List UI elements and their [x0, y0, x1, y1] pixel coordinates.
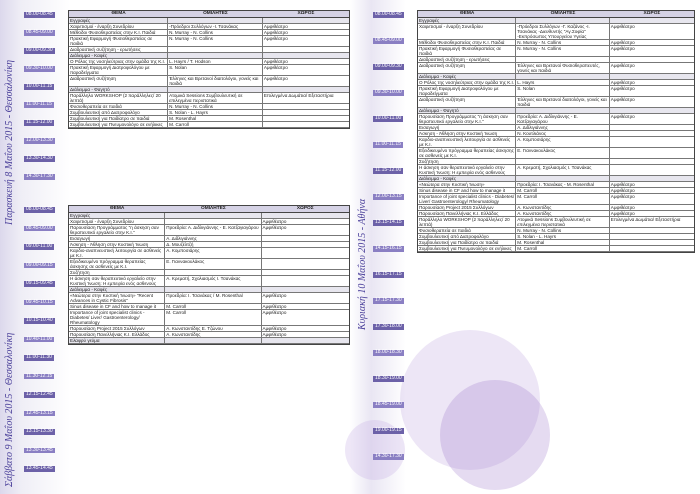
table-row — [69, 65, 349, 76]
table-row — [418, 194, 694, 205]
session-speakers: M. Rosenthal — [168, 116, 263, 121]
session-title: Συζήτηση — [418, 159, 516, 164]
session-speakers — [516, 18, 610, 23]
session-venue — [262, 213, 350, 218]
table-row — [69, 93, 349, 104]
table-row — [418, 137, 694, 148]
session-venue — [610, 165, 694, 175]
session-title: Importance of joint specialist clinics - Diabetes/ Liver/ Gastroenterology/ Rheumatology — [419, 193, 515, 204]
session-title: Εισαγωγή — [69, 236, 165, 241]
table-row — [69, 293, 349, 304]
session-venue — [263, 53, 349, 58]
session-venue — [263, 87, 349, 92]
time-slot: 14.15-16.15 — [375, 245, 402, 251]
session-speakers: N. Murray - N. Collins — [516, 46, 610, 56]
session-title: Διάλειμμα - Καφές — [418, 176, 516, 181]
session-venue: Επιλεγμένα Δωμάτια/ Εξεταστήρια — [610, 216, 681, 222]
table-row — [69, 338, 349, 344]
session-venue — [610, 228, 694, 233]
time-slot: 17.15-17.30 — [375, 297, 402, 303]
session-venue — [262, 248, 350, 258]
session-title: Παρουσίαση Project 2015 Συλλόγων — [418, 205, 516, 210]
session-speakers: Α. Διδλιγιάννης — [516, 125, 610, 130]
session-title: Διαδραστική συζήτηση - ερωτήσεις — [418, 57, 516, 62]
session-title: Importance of joint specialist clinics - Diabetes/ Liver/ Gastroenterology/ Rheumatology — [69, 310, 165, 325]
session-venue: Αμφιθέατρο — [610, 62, 635, 68]
session-speakers: N. Murray - N. Collins — [168, 104, 263, 109]
table-row — [418, 165, 694, 176]
table-row — [418, 63, 694, 74]
session-title: Διάλειμμα - Φαγητό — [69, 87, 168, 92]
time-slot: 10.40-11.00 — [26, 335, 53, 342]
session-venue: Αμφιθέατρο — [610, 23, 635, 29]
session-speakers — [516, 74, 610, 79]
session-speakers: -Πρόεδροι Συλλόγων -Γ. Καζάνος -Ι. Τσανάκας -Διευθυντής "Αγ.Σοφία" -Εκπρόσωπος Υπουργείου Υγείας — [516, 24, 610, 39]
time-slot: 11.00-11.15 — [375, 141, 401, 147]
session-title: Διαδραστική συζήτηση — [69, 76, 168, 86]
session-title: Συμβουλευτική από Διατροφολόγο — [418, 234, 516, 239]
time-slot: 13.30-14.30 — [26, 155, 53, 161]
session-venue — [262, 242, 350, 247]
session-venue: Αμφιθέατρο — [263, 35, 288, 41]
table-header — [69, 11, 349, 18]
session-title: Συζήτηση — [69, 270, 165, 275]
session-speakers: Δ. Μουζέλτζή — [165, 242, 261, 247]
session-venue: Αμφιθέατρο — [610, 96, 635, 102]
session-title: Ο Ρόλος της νοσηλεύτριας στην ομάδα της Κ.Ι. — [69, 59, 168, 64]
time-slot: 10.00-11.15 — [26, 83, 53, 89]
session-venue — [610, 74, 694, 79]
session-venue: Επιλεγμένα Δωμάτια/ Εξεταστήρια — [263, 92, 334, 98]
session-speakers: Α. Κομποσιάρης — [516, 137, 610, 147]
header-speakers: ΟΜΙΛΗΤΕΣ — [203, 11, 228, 16]
session-venue: Αμφιθέατρο — [610, 79, 635, 85]
time-slot: 11.15-12.00 — [375, 167, 402, 173]
table-row — [418, 114, 694, 125]
session-venue — [263, 110, 349, 115]
session-venue: Αμφιθέατρο — [610, 204, 635, 210]
session-venue — [610, 246, 694, 251]
session-title: Μέθοδοι Φυσιοθεραπείας στην Κ.Ι. Παιδιά — [418, 40, 516, 45]
session-title: Φυσιοθεραπεία σε παιδιά — [418, 228, 516, 233]
time-slot: 11.30-12.15 — [26, 372, 53, 379]
session-speakers: M. Carroll — [516, 246, 610, 251]
session-venue: Αμφιθέατρο — [262, 303, 287, 309]
time-slot: 08.45-09.00 — [26, 224, 53, 231]
session-speakers: Έλληνες και Βρετανοί διαιτολόγοι, γονείς και παιδιά — [168, 76, 263, 86]
time-slot: 17.30-18.00 — [375, 323, 402, 329]
session-title: Χαιρετισμοί - έναρξη Συνεδρίου — [69, 219, 165, 224]
session-venue: Αμφιθέατρο — [610, 181, 635, 187]
session-title: Sinus disease in CF and how to manage it — [418, 188, 516, 193]
table-row — [418, 97, 694, 108]
time-slot: 09.15-09.45 — [26, 280, 53, 286]
session-title: Συμβουλευτική για Παιδίατρο σε παιδιά — [69, 116, 168, 121]
time-slot: 09.00-11.00 — [26, 243, 53, 249]
session-venue: Αμφιθέατρο — [263, 29, 288, 35]
time-slot: 11.00-11.15 — [26, 101, 52, 107]
session-title: Παρουσίαση Πανελλήνιας Κ.Ι. Ελλάδος — [69, 332, 165, 337]
session-venue — [263, 47, 349, 52]
session-speakers: Α. Κρεματή, Σχολιασμός Ι. Τσανάκας — [165, 276, 261, 286]
session-speakers — [165, 219, 261, 224]
session-speakers: L. Hayrs / T. Hodson — [168, 59, 263, 64]
session-venue — [262, 287, 350, 292]
table-header — [418, 11, 694, 18]
session-speakers: Α. Κωνσταντίδης Ε. Τζώνου — [165, 326, 261, 331]
session-title: Εγγραφές — [69, 213, 165, 218]
session-title: Φυσιοθεραπεία σε παιδιά — [69, 104, 168, 109]
session-speakers: S. Nolan — [516, 86, 610, 96]
time-slot: 13.30-13.45 — [26, 446, 53, 453]
session-title: Παρουσίαση Προγράμματος "η άσκηση σαν θεραπευτικό εργαλείο στην Κ.Ι." — [69, 225, 165, 235]
time-slot: 11.15-12.00 — [26, 119, 53, 125]
session-venue — [262, 270, 350, 275]
session-title: Η άσκηση σαν θεραπευτικό εργαλείο στην Κυστική Ίνωση: Η εμπειρία ενός ασθενούς — [418, 165, 516, 175]
session-speakers: N. Murray - N. Collins — [168, 30, 263, 35]
session-title: Συμβουλευτική για Πνευμονολόγο σε ενήλικες — [418, 246, 516, 251]
session-venue: Αμφιθέατρο — [262, 218, 287, 224]
time-slot: 11.00-11.30 — [26, 354, 52, 360]
time-slot: 09.00-09.15 — [26, 261, 53, 268]
session-title: «Νεώτερα στην Κυστική Ίνωση» — [418, 182, 516, 187]
table-row — [418, 246, 694, 252]
session-venue — [610, 148, 694, 158]
time-slot: 08.45-09.00 — [375, 37, 402, 43]
session-speakers: Ατομικά Sessions Συμβουλευτική σε επιλεγμένα περιστατικά — [168, 93, 263, 103]
session-speakers: Ε. Γιαννακουλάκος — [165, 259, 261, 269]
session-venue — [610, 234, 694, 239]
header-speakers: ΟΜΙΛΗΤΕΣ — [201, 206, 226, 211]
session-speakers: M. Rosenthal — [516, 240, 610, 245]
session-speakers: Α. Διδλιγιάννης — [165, 236, 261, 241]
session-title: Συμβουλευτική για Παιδίατρο σε παιδιά — [418, 240, 516, 245]
session-title: Συμβουλευτική για Πνευμονολόγο σε ενήλικες — [69, 122, 168, 127]
time-slot: 08.45-09.00 — [26, 29, 53, 35]
session-speakers: M. Carroll — [165, 310, 261, 325]
header-venue: ΧΩΡΟΣ — [297, 11, 315, 16]
session-title: Καρδιο-αναπνευστική λειτουργία σε ασθενείς με Κ.Ι. — [418, 137, 516, 147]
session-speakers — [168, 87, 263, 92]
session-title: Εγγραφές — [69, 18, 168, 23]
session-venue — [263, 122, 349, 127]
session-speakers: Προεδρία: Ι. Τσανάκας - M. Rosenthal — [516, 182, 610, 187]
session-title: Διαδραστική συζήτηση — [418, 63, 516, 73]
session-title: Εξειδικευμένο πρόγραμμα θεραπείας άσκησης σε ασθενείς με Κ.Ι. — [418, 148, 516, 158]
session-speakers: Α. Κρεματή, Σχολιασμός Ι. Τσανάκας — [516, 165, 610, 175]
session-venue — [610, 240, 694, 245]
session-speakers: M. Carroll — [165, 304, 261, 309]
friday-side-title: Παρασκευή 8 Μαΐου 2015 - Θεσσαλονίκη — [4, 59, 15, 225]
table-row — [69, 248, 349, 259]
session-title: Διάλειμμα - Καφές — [69, 53, 168, 58]
session-venue: Αμφιθέατρο — [610, 193, 635, 199]
session-title: Παρουσίαση Project 2015 Συλλόγων — [69, 326, 165, 331]
session-speakers: Α. Κομποσιάρης — [165, 248, 261, 258]
session-venue: Αμφιθέατρο — [262, 309, 287, 315]
session-speakers: M. Carroll — [516, 188, 610, 193]
session-title: Μέθοδοι Φυσιοθεραπείας στην Κ.Ι. Παιδιά — [69, 30, 168, 35]
session-title: Πρακτική Εφαρμογή Διατροφολόγου με παραδείγματα — [418, 86, 516, 96]
session-venue — [610, 18, 694, 23]
session-title: Χαιρετισμοί - έναρξη Συνεδρίου — [418, 24, 516, 39]
session-venue: Αμφιθέατρο — [263, 58, 288, 64]
table-row — [69, 225, 349, 236]
table-header — [69, 206, 349, 213]
saturday-schedule — [24, 205, 350, 490]
sunday-time-column — [373, 10, 415, 488]
time-slot: 12.00-13.15 — [375, 193, 402, 199]
session-speakers — [516, 176, 610, 181]
session-title: Sinus disease in CF and how to manage it — [69, 304, 165, 309]
table-row — [418, 46, 694, 57]
session-title: Παράλληλο WORKSHOP (2 παράλληλες/ 20 λεπτά) — [69, 93, 168, 103]
friday-time-column — [24, 10, 66, 196]
session-speakers — [516, 108, 610, 113]
session-speakers — [165, 338, 261, 343]
session-venue: Αμφιθέατρο — [610, 210, 635, 216]
session-venue — [610, 131, 694, 136]
time-slot: 08.00-08.45 — [26, 206, 53, 212]
session-speakers: Ν. Κουτλιάνος — [516, 131, 610, 136]
time-slot: 09.45-10.15 — [26, 298, 53, 305]
session-title: Χαιρετισμοί - έναρξη Συνεδρίου — [69, 24, 168, 29]
session-speakers: Προεδρία: Α. Διδλιγιάννης - Ε. Κατζαγιαγάρου — [165, 225, 261, 235]
saturday-side-title: Σάββατο 9 Μαΐου 2015 - Θεσσαλονίκη — [4, 332, 15, 487]
time-slot: 12.15-12.45 — [26, 391, 53, 397]
time-slot: 13.15-14.15 — [375, 219, 402, 225]
session-title: Ελαφρύ γεύμα — [69, 338, 165, 343]
time-slot: 08.00-08.45 — [26, 11, 53, 17]
header-venue: ΧΩΡΟΣ — [643, 11, 661, 16]
session-speakers — [168, 18, 263, 23]
session-venue: Αμφιθέατρο — [262, 325, 287, 331]
session-speakers: S. Nolan - L. Hayrs — [516, 234, 610, 239]
time-slot: 08.00-08.45 — [375, 11, 402, 17]
session-title: Άσκηση - Άθληση στην Κυστική Ίνωση — [69, 242, 165, 247]
session-speakers — [165, 270, 261, 275]
table-row — [418, 86, 694, 97]
session-title: Καρδιο-αναπνευστική λειτουργία σε ασθενείς με Κ.Ι. — [69, 248, 165, 258]
session-speakers: Ατομικά Sessions Συμβουλευτική σε επιλεγμένα περιστατικά — [516, 217, 610, 227]
session-venue: Αμφιθέατρο — [263, 64, 288, 70]
session-speakers — [516, 57, 610, 62]
session-title: Εισαγωγή — [418, 125, 516, 130]
time-slot: 12.00-13.30 — [26, 137, 53, 143]
table-row — [418, 24, 694, 40]
time-slot: 12.45-13.15 — [26, 409, 53, 416]
sunday-schedule — [373, 10, 695, 488]
session-speakers: S. Nolan - L. Hayrs — [168, 110, 263, 115]
table-row — [69, 122, 349, 128]
session-title: Εγγραφές — [418, 18, 516, 23]
session-speakers: N. Murray - N. Collins — [516, 228, 610, 233]
session-venue: Αμφιθέατρο — [263, 23, 288, 29]
session-speakers: S. Nolan — [168, 65, 263, 75]
session-speakers: L. Hayrs — [516, 80, 610, 85]
session-venue: Αμφιθέατρο — [262, 224, 287, 230]
session-venue — [610, 176, 694, 181]
session-title: Εξειδικευμένο πρόγραμμα θεραπείας άσκησης σε ασθενείς με Κ.Ι. — [69, 259, 165, 269]
session-venue — [262, 236, 350, 241]
time-slot: 09.00-09.30 — [375, 63, 402, 69]
time-slot: 09.00-09.30 — [26, 47, 53, 53]
time-slot: 13.15-13.30 — [26, 428, 53, 434]
header-venue: ΧΩΡΟΣ — [296, 206, 314, 211]
session-speakers — [168, 53, 263, 58]
session-title: Παράλληλο WORKSHOP (2 παράλληλες/ 20 λεπτά) — [418, 217, 516, 227]
session-title: Διάλειμμα - Φαγητό — [418, 108, 516, 113]
session-title: «Νεώτερα στην Κυστική Ίνωση» "Recent Advances in Cystic Fibrosis" — [69, 293, 165, 303]
session-venue — [610, 57, 694, 62]
session-speakers: Α. Κωνσταντίδης — [516, 205, 610, 210]
session-title: Διαδραστική συζήτηση - ερωτήσεις — [69, 47, 168, 52]
time-slot: 18.30-19.00 — [375, 375, 402, 381]
table-row — [69, 310, 349, 326]
header-theme: ΘΕΜΑ — [459, 11, 475, 16]
table-row — [69, 76, 349, 87]
table-row — [69, 36, 349, 47]
friday-schedule — [24, 10, 350, 196]
session-venue — [262, 276, 350, 286]
session-speakers — [165, 287, 261, 292]
time-slot: 18.00-18.30 — [375, 349, 402, 355]
friday-table — [68, 10, 350, 129]
table-row — [418, 148, 694, 159]
header-speakers: ΟΜΙΛΗΤΕΣ — [550, 11, 576, 16]
session-venue: Αμφιθέατρο — [610, 113, 635, 119]
time-slot: 18.45-19.00 — [375, 401, 402, 407]
session-speakers: Έλληνες και Βρετανοί Φυσιοθεραπευτές, γονείς και παιδιά — [516, 63, 610, 73]
session-venue — [610, 108, 694, 113]
session-venue: Αμφιθέατρο — [610, 85, 635, 91]
time-slot: 09.30-10.00 — [26, 65, 53, 71]
time-slot: 10.15-10.40 — [26, 317, 53, 323]
table-row — [69, 259, 349, 270]
session-title: Διάλειμμα - Καφές — [69, 287, 165, 292]
session-venue — [610, 125, 694, 130]
time-slot: 10.00-11.00 — [375, 115, 402, 121]
table-row — [69, 276, 349, 287]
session-speakers: Έλληνες και Βρετανοί διαιτολόγοι, γονείς και παιδιά — [516, 97, 610, 107]
time-slot: 14.30-17.30 — [26, 173, 53, 179]
session-venue — [262, 338, 350, 343]
session-title: Διάλειμμα - Καφές — [418, 74, 516, 79]
saturday-table — [68, 205, 350, 345]
session-title: Παρουσίαση Προγράμματος "η άσκηση σαν θεραπευτικό εργαλείο στην Κ.Ι." — [418, 114, 516, 124]
session-speakers — [168, 47, 263, 52]
table-row — [418, 217, 694, 228]
session-venue: Αμφιθέατρο — [610, 187, 635, 193]
saturday-time-column — [24, 205, 66, 490]
sunday-side-title: Κυριακή 10 Μαΐου 2015 - Αθήνα — [357, 198, 368, 330]
session-title: Διαδραστική συζήτηση — [418, 97, 516, 107]
session-title: Πρακτική Εφαρμογή Φυσιοθεραπείας σε παιδιά — [418, 46, 516, 56]
session-speakers — [516, 159, 610, 164]
time-slot: 19.00-19.15 — [375, 427, 402, 433]
sunday-table — [417, 10, 695, 253]
session-speakers: -Πρόεδροι Συλλόγων -Ι. Τσανάκας — [168, 24, 263, 29]
session-speakers: N. Murray - N. Collins — [516, 40, 610, 45]
session-speakers: Ε. Γιαννακουλάκος — [516, 148, 610, 158]
session-venue: Αμφιθέατρο — [610, 39, 635, 45]
header-theme: ΘΕΜΑ — [111, 11, 126, 16]
session-venue — [610, 137, 694, 147]
session-title: Η άσκηση σαν θεραπευτικό εργαλείο στην Κυστική Ίνωση: Η εμπειρία ενός ασθενούς — [69, 276, 165, 286]
time-slot: 14.30-17.30 — [375, 453, 402, 459]
session-speakers: M. Carroll — [168, 122, 263, 127]
session-venue: Αμφιθέατρο — [262, 331, 287, 337]
session-speakers: Α. Κωνσταντίδης — [516, 211, 610, 216]
session-venue — [262, 259, 350, 269]
session-title: Ο Ρόλος της νοσηλεύτριας στην ομάδα της Κ.Ι. — [418, 80, 516, 85]
session-speakers — [165, 213, 261, 218]
session-venue: Αμφιθέατρο — [262, 292, 287, 298]
session-speakers: Α. Κωνσταντίδης — [165, 332, 261, 337]
session-title: Πρακτική Εφαρμογή Διατροφολόγου με παραδείγματα — [69, 65, 168, 75]
time-slot: 16.15-17.15 — [375, 271, 402, 277]
session-title: Παρουσίαση Πανελλήνιας Κ.Ι. Ελλάδος — [418, 211, 516, 216]
session-venue: Αμφιθέατρο — [610, 45, 635, 51]
time-slot: 09.30-10.00 — [375, 89, 402, 95]
session-title: Πρακτική Εφαρμογή Φυσιοθεραπείας σε παιδιά — [69, 36, 168, 46]
time-slot: 13.45-14.45 — [26, 465, 53, 471]
session-venue: Αμφιθέατρο — [263, 75, 288, 81]
session-title: Άσκηση - Άθληση στην Κυστική Ίνωση — [418, 131, 516, 136]
session-venue — [263, 18, 349, 23]
session-title: Συμβουλευτική από Διατροφολόγο — [69, 110, 168, 115]
session-speakers: Προεδρία: Ι. Τσανάκας / M. Rosenthal — [165, 293, 261, 303]
session-speakers: Προεδρία: Α. Διδλιγιάννης - Ε. Κατζαγιαγάρου — [516, 114, 610, 124]
session-venue — [263, 116, 349, 121]
session-speakers: N. Murray - N. Collins — [168, 36, 263, 46]
session-venue — [263, 104, 349, 109]
header-theme: ΘΕΜΑ — [109, 206, 125, 211]
session-venue — [610, 159, 694, 164]
session-speakers: M. Carroll — [516, 194, 610, 204]
